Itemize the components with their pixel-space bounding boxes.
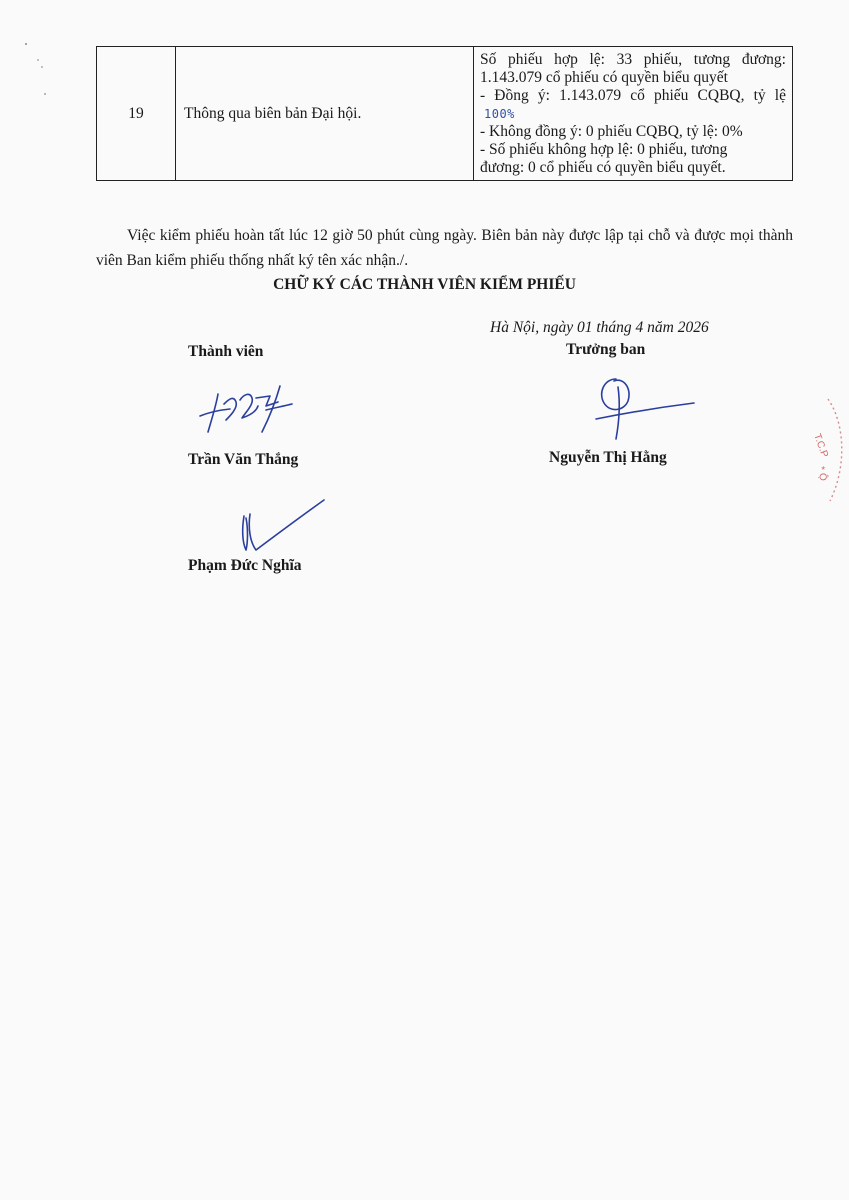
handwritten-percentage: 100% — [484, 107, 515, 121]
signature-nguyen-thi-hang — [586, 373, 702, 443]
signature-section-title: CHỮ KÝ CÁC THÀNH VIÊN KIỂM PHIẾU — [273, 276, 576, 293]
signature-tran-van-thang — [196, 376, 306, 438]
signer-name: Trần Văn Thắng — [188, 451, 299, 468]
vote-result-table — [96, 46, 793, 181]
result-line: - Số phiếu không hợp lệ: 0 phiếu, tương — [480, 141, 728, 158]
scan-margin-marks — [20, 40, 50, 110]
result-line: - Không đồng ý: 0 phiếu CQBQ, tỷ lệ: 0% — [480, 123, 743, 140]
place-date: Hà Nội, ngày 01 tháng 4 năm 2026 — [490, 319, 709, 336]
svg-text:T.C.P: T.C.P — [811, 432, 830, 460]
item-result — [474, 47, 793, 181]
signer-name: Phạm Đức Nghĩa — [188, 557, 302, 574]
seal-stamp-fragment — [800, 395, 849, 505]
head-role-label: Trưởng ban — [566, 341, 646, 358]
result-line: - Đồng ý: 1.143.079 cổ phiếu CQBQ, tỷ lệ — [480, 87, 786, 104]
svg-text:* Ộ: * Ộ — [815, 465, 829, 482]
result-line: 1.143.079 cổ phiếu có quyền biểu quyết — [480, 69, 728, 86]
table-row — [97, 47, 793, 181]
signature-pham-duc-nghia — [236, 498, 328, 556]
member-role-label: Thành viên — [188, 343, 264, 360]
result-line: Số phiếu hợp lệ: 33 phiếu, tương đương: — [480, 51, 786, 68]
result-line: đương: 0 cổ phiếu có quyền biểu quyết. — [480, 159, 726, 176]
item-content: Thông qua biên bản Đại hội. — [176, 47, 474, 181]
closing-paragraph: Việc kiểm phiếu hoàn tất lúc 12 giờ 50 phút cùng ngày. Biên bản này được lập tại chỗ và được mọi thành viên Ban kiểm phiếu thống nhất ký tên xác nhận./. — [96, 226, 793, 269]
signer-name: Nguyễn Thị Hằng — [549, 449, 667, 466]
item-number: 19 — [97, 47, 176, 181]
